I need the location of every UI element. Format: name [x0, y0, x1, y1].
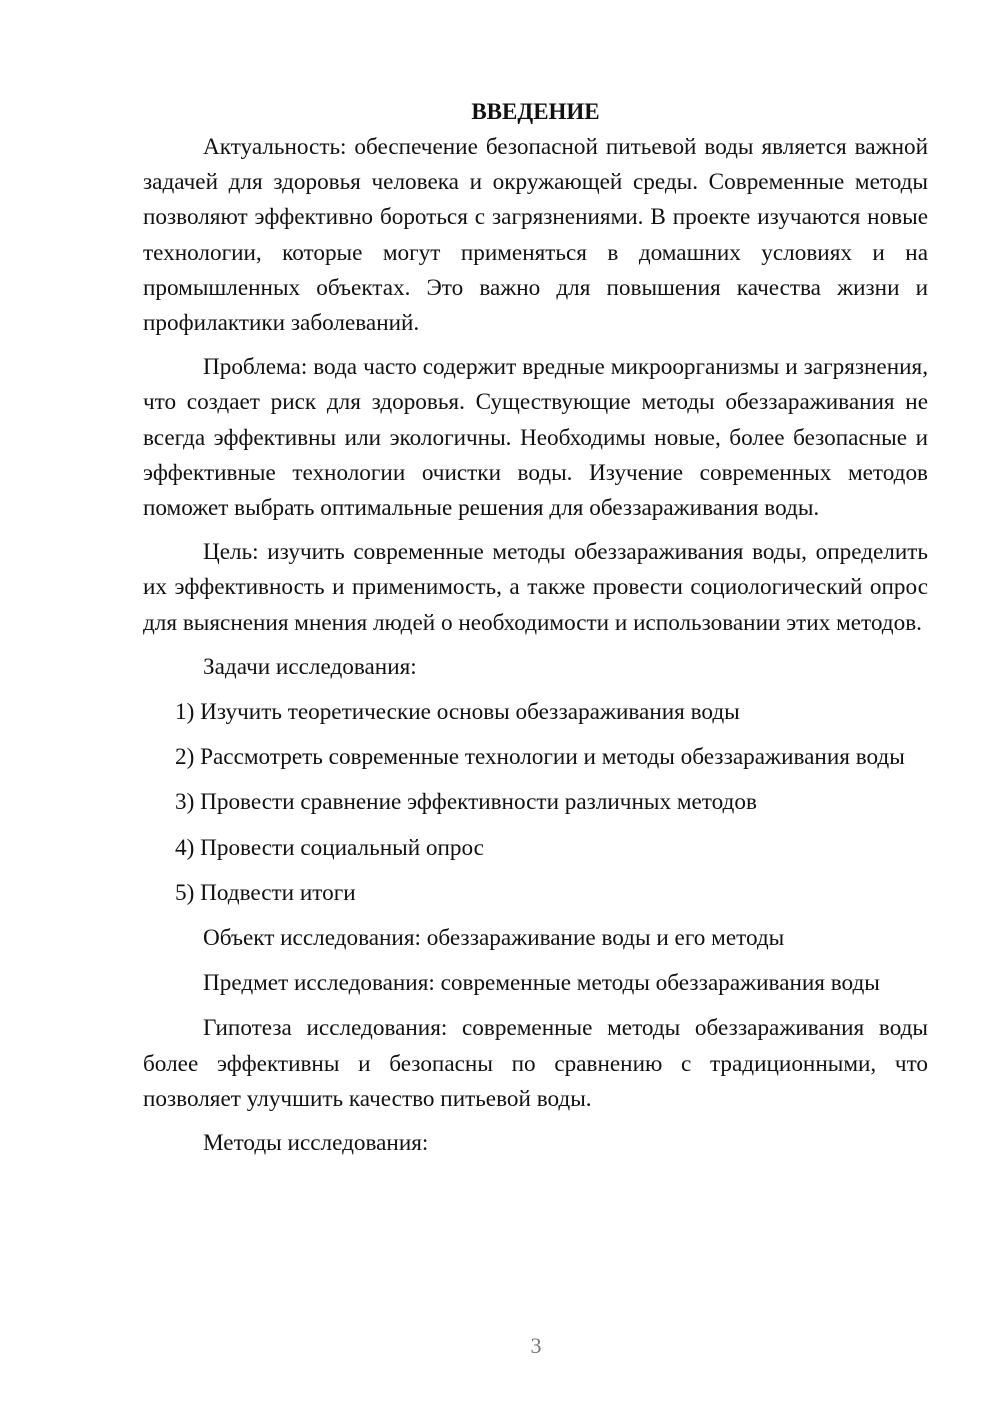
page-title: ВВЕДЕНИЕ [471, 99, 600, 124]
page-content [143, 94, 928, 1171]
task-item-4: 4) Провести социальный опрос [175, 834, 484, 861]
problem-paragraph: Проблема: вода часто содержит вредные микроорганизмы и загрязнения, что создает риск для здоровья. Существующие методы обеззараживания не всегда эффективны или экологичны. Необходимы новые, более безопасные и эффективные технологии очистки воды. Изучение современных методов поможет выбрать оптимальные решения для обеззараживания воды. [143, 354, 928, 522]
goal-paragraph: Цель: изучить современные методы обеззараживания воды, определить их эффективность и применимость, а также провести социологический опрос для выяснения мнения людей о необходимости и использовании этих методов. [143, 539, 928, 636]
research-object: Объект исследования: обеззараживание воды и его методы [203, 925, 785, 952]
research-hypothesis: Гипотеза исследования: современные методы обеззараживания воды более эффективны и безопасны по сравнению с традиционными, что позволяет улучшить качество питьевой воды. [143, 1015, 928, 1112]
task-item-1: 1) Изучить теоретические основы обеззараживания воды [175, 699, 740, 726]
tasks-heading: Задачи исследования: [203, 653, 417, 680]
relevance-paragraph: Актуальность: обеспечение безопасной питьевой воды является важной задачей для здоровья человека и окружающей среды. Современные методы позволяют эффективно бороться с загрязнениями. В проекте изучаются новые технологии, которые могут применяться в домашних условиях и на промышленных объектах. Это важно для повышения качества жизни и профилактики заболеваний. [143, 134, 928, 337]
task-item-2: 2) Рассмотреть современные технологии и методы обеззараживания воды [175, 744, 905, 771]
page-number: 3 [530, 1333, 542, 1358]
task-item-3: 3) Провести сравнение эффективности различных методов [175, 789, 757, 816]
research-subject: Предмет исследования: современные методы обеззараживания воды [203, 970, 880, 997]
task-item-5: 5) Подвести итоги [175, 879, 356, 906]
methods-heading: Методы исследования: [203, 1130, 429, 1157]
